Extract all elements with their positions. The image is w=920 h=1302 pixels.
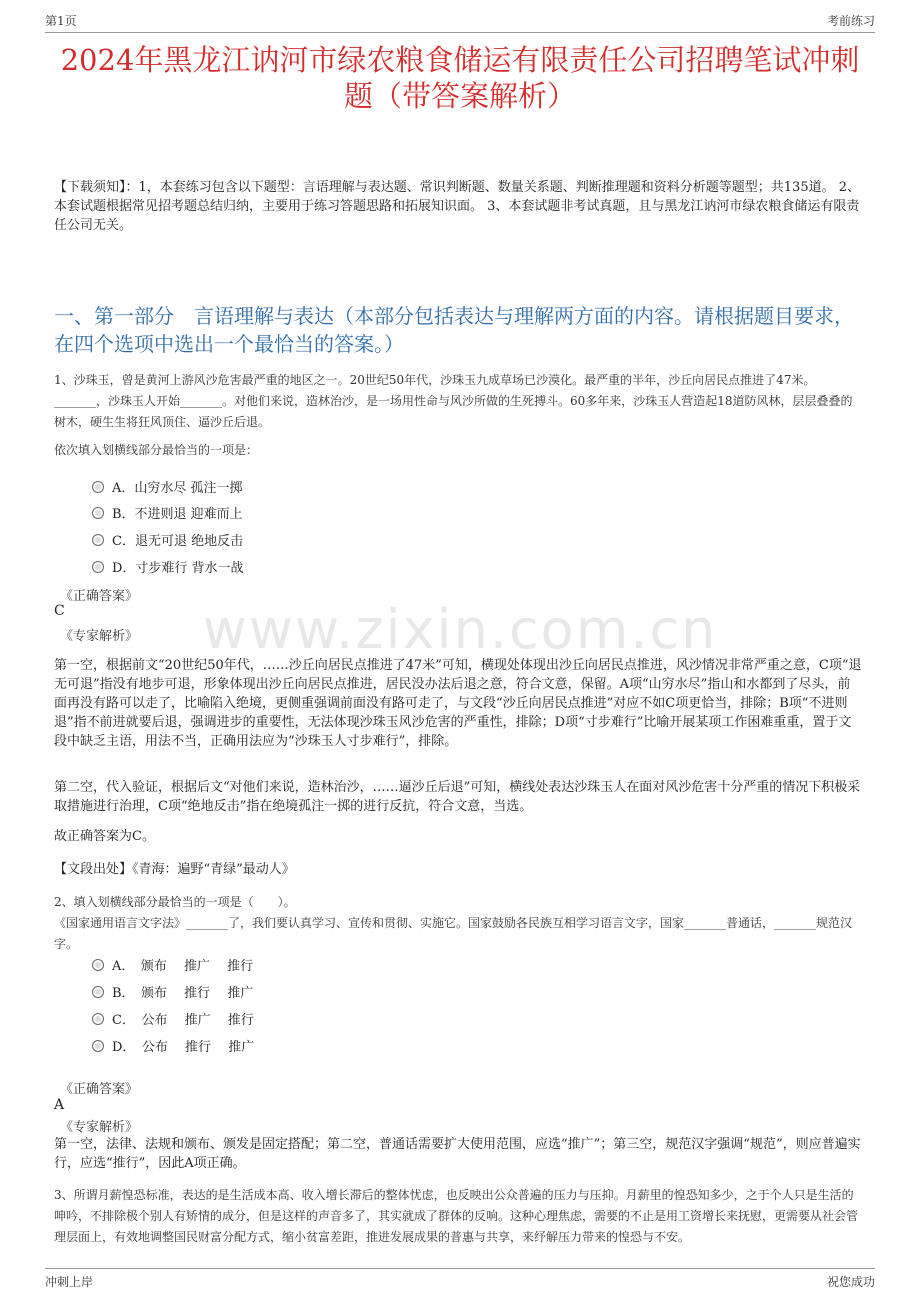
download-notice: 【下载须知】：1，本套练习包含以下题型：言语理解与表达题、常识判断题、数量关系题、判断推理题和资料分析题等题型；共135道。 2、本套试题根据常见招考题总结归纳，主要用于练习答题思路和拓展知识面。 3、本套试题非考试真题，且与黑龙江讷河市绿农粮食储运有限责任公司无关。 <box>54 180 860 233</box>
q2-option-d[interactable]: D． 公布 推行 推广 <box>92 1036 254 1055</box>
q2-answer-label: 《正确答案》 <box>60 1082 139 1097</box>
page-header <box>45 12 875 33</box>
radio-icon[interactable] <box>92 534 104 546</box>
q1-answer: C <box>54 603 65 619</box>
page-number: 第1页 <box>45 14 77 28</box>
q2-analysis: 第一空，法律、法规和颁布、颁发是固定搭配；第二空，普通话需要扩大使用范围，应选“推广”；第三空，规范汉字强调“规范”，则应普遍实行，应选“推行”，因此A项正确。 <box>54 1137 861 1171</box>
radio-icon[interactable] <box>92 986 104 998</box>
radio-icon[interactable] <box>92 959 104 971</box>
question-2-text: 2、填入划横线部分最恰当的一项是（ ）。 <box>54 895 296 909</box>
q1-option-a[interactable]: A．山穷水尽 孤注一掷 <box>92 477 243 496</box>
question-2-passage: 《国家通用语言文字法》_______了，我们要认真学习、宣传和贯彻、实施它。国家鼓励各民族互相学习语言文字，国家_______普通话，_______规范汉字。 <box>54 916 853 951</box>
radio-icon[interactable] <box>92 561 104 573</box>
question-3-text: 3、所谓月薪惶恐标准，表达的是生活成本高、收入增长滞后的整体忧虑，也反映出公众普遍的压力与压抑。月薪里的惶恐知多少，之于个人只是生活的呻吟，不排除极个别人有矫情的成分，但是这样的声音多了，其实就成了群体的反响。这种心理焦虑，需要的不止是用工资增长来抚慰，更需要从社会管理层面上，有效地调整国民财富分配方式，缩小贫富差距，推进发展成果的普惠与共享，来纾解压力带来的惶恐与不安。 <box>54 1188 859 1244</box>
document-title: 2024年黑龙江讷河市绿农粮食储运有限责任公司招聘笔试冲刺题（带答案解析） <box>60 43 860 113</box>
q2-option-b[interactable]: B． 颁布 推行 推广 <box>92 982 253 1001</box>
page-footer <box>45 1268 875 1292</box>
q1-source: 【文段出处】《青海：遍野“青绿”最动人》 <box>54 862 295 877</box>
q1-option-b[interactable]: B．不进则退 迎难而上 <box>92 503 243 522</box>
q1-option-c[interactable]: C．退无可退 绝地反击 <box>92 530 243 549</box>
header-label: 考前练习 <box>826 14 875 28</box>
q2-option-c[interactable]: C． 公布 推广 推行 <box>92 1009 254 1028</box>
q1-analysis-1: 第一空，根据前文“20世纪50年代，……沙丘向居民点推进了47米”可知，横现处体现出沙丘向居民点推进，风沙情况非常严重之意，C项“退无可退”指没有地步可退，形象体现出沙丘向居民点推进，居民没办法后退之意，符合文意，保留。A项“山穷水尽”指山和水都到了尽头，前面再没有路可以走了，比喻陷入绝境，更侧重强调前面没有路可走了，与文段“沙丘向居民点推进”对应不如C项更恰当，排除；B项“不进则退”指不前进就要后退，强调进步的重要性，无法体现沙珠玉风沙危害的严重性，排除；D项“寸步难行”比喻开展某项工作困难重重，置于文段中缺乏主语，用法不当，正确用法应为“沙珠玉人寸步难行”，排除。 <box>54 658 862 749</box>
q2-option-a[interactable]: A． 颁布 推广 推行 <box>92 955 253 974</box>
radio-icon[interactable] <box>92 481 104 493</box>
q1-conclusion: 故正确答案为C。 <box>54 829 155 844</box>
q1-option-d[interactable]: D．寸步难行 背水一战 <box>92 557 244 576</box>
q1-analysis-label: 《专家解析》 <box>60 629 139 644</box>
radio-icon[interactable] <box>92 1013 104 1025</box>
radio-icon[interactable] <box>92 1040 104 1052</box>
question-1-prompt: 依次填入划横线部分最恰当的一项是： <box>54 443 259 457</box>
watermark: www.zixin.com.cn <box>202 598 718 661</box>
q2-analysis-label: 《专家解析》 <box>60 1120 139 1135</box>
section-heading: 一、第一部分 言语理解与表达（本部分包括表达与理解两方面的内容。请根据题目要求，在四个选项中选出一个最恰当的答案。） <box>54 304 854 356</box>
q2-answer: A <box>54 1097 65 1113</box>
question-1-text: 1、沙珠玉，曾是黄河上游风沙危害最严重的地区之一。20世纪50年代，沙珠玉九成草场已沙漠化。最严重的半年，沙丘向居民点推进了47米。_______，沙珠玉人开始_______。对他们来说，造林治沙，是一场用性命与风沙所做的生死搏斗。60多年来，沙珠玉人营造起18道防风林，层层叠叠的树木，硬生生将狂风顶住、逼沙丘后退。 <box>54 373 853 429</box>
footer-right: 祝您成功 <box>826 1275 875 1289</box>
q1-answer-label: 《正确答案》 <box>60 589 139 604</box>
radio-icon[interactable] <box>92 507 104 519</box>
footer-left: 冲刺上岸 <box>45 1275 94 1289</box>
q1-analysis-2: 第二空，代入验证，根据后文“对他们来说，造林治沙，……逼沙丘后退”可知，横线处表达沙珠玉人在面对风沙危害十分严重的情况下积极采取措施进行治理，C项“绝地反击”指在绝境孤注一掷的进行反抗，符合文意，当选。 <box>54 780 861 814</box>
